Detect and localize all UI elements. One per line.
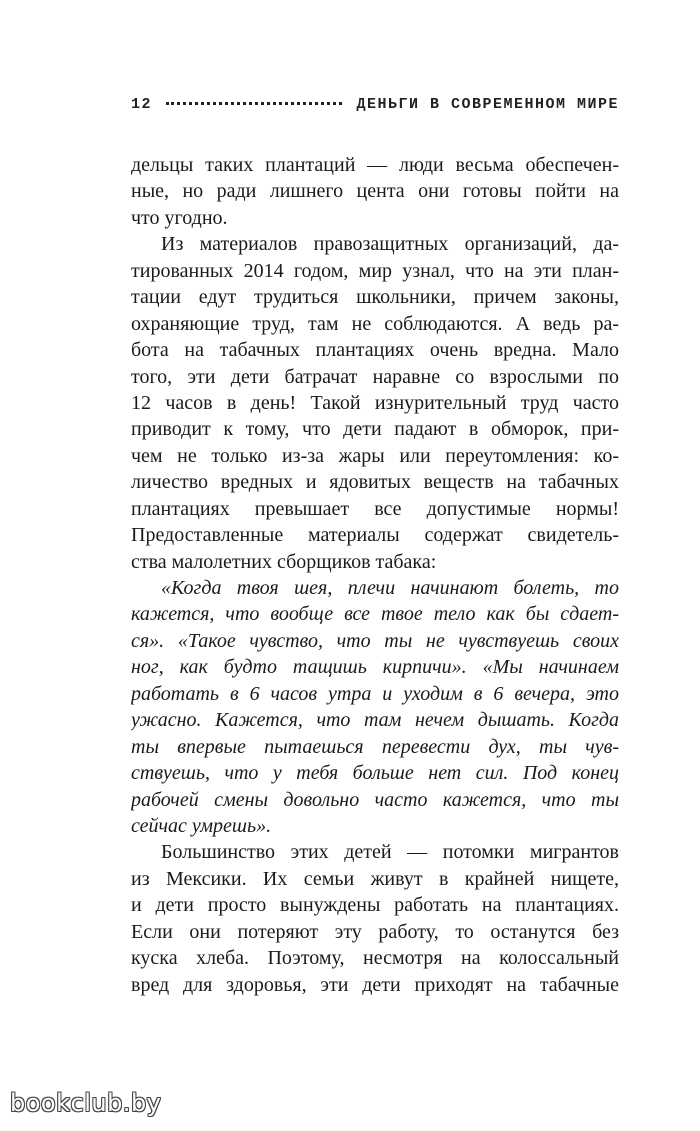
quote-line: ствуешь, что у тебя больше нет сил. Под конец — [131, 762, 619, 785]
quote-line: рабочей смены довольно часто кажется, что ты — [131, 788, 619, 811]
leader-dots — [166, 102, 342, 105]
quote-line: ужасно. Кажется, что там нечем дышать. Когда — [131, 709, 619, 732]
text-line: Если они потеряют эту работу, то останутся без — [131, 920, 619, 943]
text-line: из Мексики. Их семьи живут в крайней нищете, — [131, 867, 619, 890]
text-line: дельцы таких плантаций — люди весьма обеспечен- — [131, 154, 619, 176]
text-line: Большинство этих детей — потомки мигрантов — [161, 841, 619, 864]
text-line: приводит к тому, что дети падают в обморок, при- — [131, 418, 619, 441]
page-number: 12 — [131, 96, 153, 113]
watermark: bookclub.by — [10, 1089, 162, 1117]
text-line: тации едут трудиться школьники, причем законы, — [131, 286, 619, 309]
text-line: что угодно. — [131, 206, 228, 229]
quote-line: ног, как будто тащишь кирпичи». «Мы начинаем — [131, 656, 619, 679]
quote-line: «Когда твоя шея, плечи начинают болеть, то — [161, 577, 619, 599]
text-line: Из материалов правозащитных организаций, да- — [161, 233, 619, 256]
text-line: 12 часов в день! Такой изнурительный труд часто — [131, 391, 619, 414]
text-line: тированных 2014 годом, мир узнал, что на эти план- — [131, 259, 619, 282]
text-line: вред для здоровья, эти дети приходят на табачные — [131, 973, 619, 996]
text-line: охраняющие труд, там не соблюдаются. А ведь ра- — [131, 312, 619, 335]
text-line: бота на табачных плантациях очень вредна. Мало — [131, 339, 619, 362]
text-line: личество вредных и ядовитых веществ на табачных — [131, 471, 619, 494]
text-line: того, эти дети батрачат наравне со взрослыми по — [131, 365, 619, 388]
section-title: ДЕНЬГИ В СОВРЕМЕННОМ МИРЕ — [356, 96, 619, 113]
running-head — [131, 96, 619, 113]
text-line: ные, но ради лишнего цента они готовы пойти на — [131, 180, 619, 203]
text-line: Предоставленные материалы содержат свидетель- — [131, 524, 619, 547]
quote-line: кажется, что вообще все твое тело как бы сдает- — [131, 603, 619, 626]
quote-line: сейчас умрешь». — [131, 814, 272, 837]
quote-line: работать в 6 часов утра и уходим в 6 вечера, это — [131, 682, 619, 705]
text-line: чем не только из-за жары или переутомления: ко- — [131, 444, 619, 467]
text-line: ства малолетних сборщиков табака: — [131, 550, 437, 573]
quote-line: ся». «Такое чувство, что ты не чувствуешь своих — [131, 629, 619, 652]
quote-line: ты впервые пытаешься перевести дух, ты чув- — [131, 735, 619, 758]
text-line: куска хлеба. Поэтому, несмотря на колоссальный — [131, 947, 619, 970]
text-line: и дети просто вынуждены работать на плантациях. — [131, 894, 619, 917]
body-text — [131, 152, 619, 998]
text-line: плантациях превышает все допустимые нормы! — [131, 497, 619, 520]
